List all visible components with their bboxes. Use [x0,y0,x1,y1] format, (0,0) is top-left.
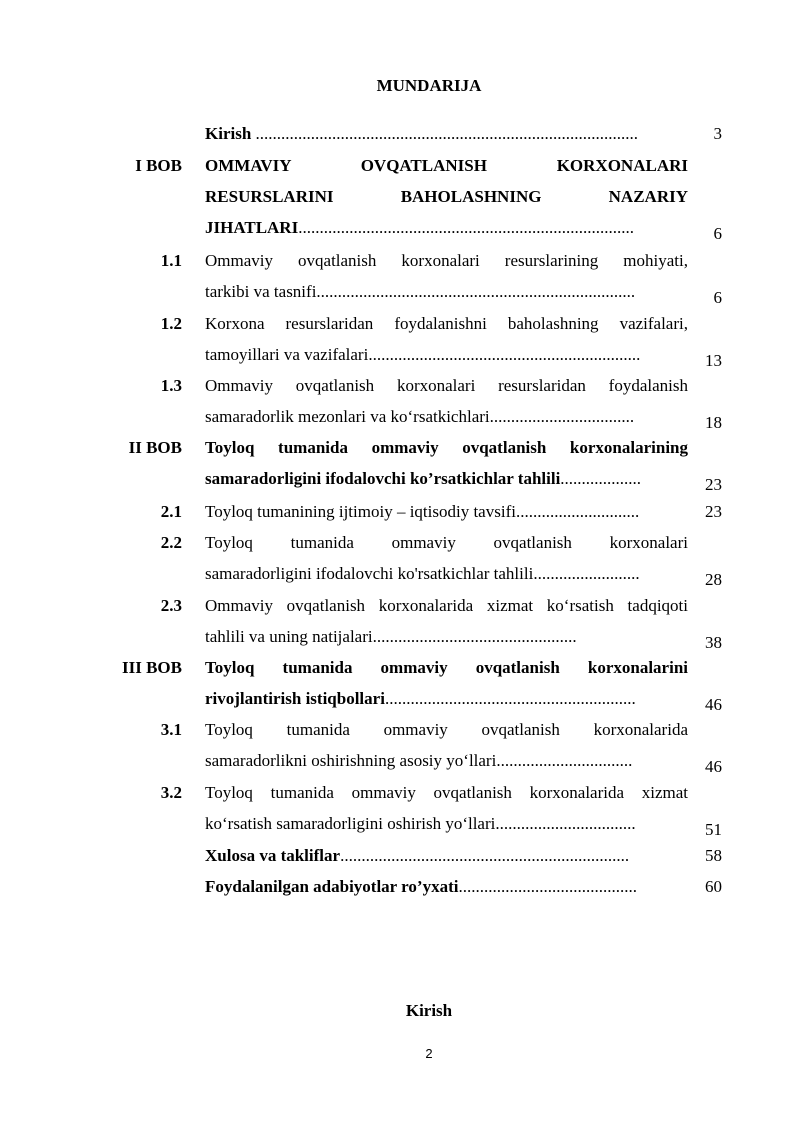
toc-entry-number: 1.1 [160,251,182,270]
toc-dot-leader: .......................................... [458,877,637,896]
toc-entry-number: III BOB [122,658,182,677]
toc-page-number: 6 [713,288,722,307]
toc-page-number: 46 [705,695,722,714]
toc-entry-title: Kirish .......................................................................................... [205,124,639,143]
toc-page-number: 60 [705,877,722,896]
toc-page-number: 6 [713,224,722,243]
toc-dot-leader: .................................................................... [340,846,630,865]
toc-dot-leader: ................................................................ [368,345,641,364]
toc-dot-leader: ........................................................................... [316,282,636,301]
toc-entry-title: Toyloq tumanida ommaviy ovqatlanish korxonalarining samaradorligini ifodalovchi ko’rsatkichlar tahlili................... [205,438,688,488]
toc-entry-number: 3.1 [160,720,182,739]
toc-dot-leader: .................................. [489,407,635,426]
toc-page-number: 51 [705,820,722,839]
page-number: 2 [425,1046,433,1061]
toc-entry-title: Toyloq tumanida ommaviy ovqatlanish korxonalarida xizmat ko‘rsatish samaradorligini oshirish yo‘llari................................. [205,783,688,833]
toc-dot-leader: ................................ [496,751,633,770]
section-heading: Kirish [405,1001,453,1020]
toc-entry-title: Ommaviy ovqatlanish korxonalarida xizmat ko‘rsatish tadqiqoti tahlili va uning natijalari................................................ [205,596,688,646]
toc-entry-number: 3.2 [160,783,182,802]
toc-dot-leader: ................................. [495,814,636,833]
toc-entry-title: Ommaviy ovqatlanish korxonalari resurslaridan foydalanish samaradorlik mezonlari va ko‘rsatkichlari.................................. [205,376,688,426]
toc-dot-leader: ............................................................................... [298,218,634,237]
toc-entry-title: Toyloq tumanining ijtimoiy – iqtisodiy tavsifi............................. [205,502,640,521]
toc-entry-number: II BOB [128,438,182,457]
toc-entry-title: Toyloq tumanida ommaviy ovqatlanish korxonalarini rivojlantirish istiqbollari........................................................... [205,658,688,708]
toc-dot-leader: ................... [560,469,642,488]
toc-page-number: 38 [705,633,722,652]
toc-dot-leader: ......................... [533,564,640,583]
toc-entry-title: OMMAVIY OVQATLANISH KORXONALARI RESURSLARINI BAHOLASHNING NAZARIY JIHATLARI............................................................................... [205,156,688,237]
toc-page-number: 58 [705,846,722,865]
toc-page-number: 46 [705,757,722,776]
toc-entry-number: 2.2 [160,533,182,552]
toc-entry-number: 2.3 [160,596,182,615]
toc-entry-number: 2.1 [160,502,182,521]
toc-page-number: 23 [705,475,722,494]
toc-dot-leader: ............................. [515,502,640,521]
toc-dot-leader: ................................................ [372,627,577,646]
toc-entry-title: Korxona resurslaridan foydalanishni baholashning vazifalari, tamoyillari va vazifalari................................................................ [205,314,688,364]
toc-entry-title: Xulosa va takliflar.................................................................... [205,846,630,865]
toc-page-number: 23 [705,502,722,521]
toc-dot-leader: .......................................................................................... [251,124,639,143]
toc-page-number: 28 [705,570,722,589]
toc-entry-number: 1.2 [160,314,182,333]
toc-entry-number: I BOB [135,156,182,175]
toc-page-number: 18 [705,413,722,432]
toc-entry-title: Ommaviy ovqatlanish korxonalari resurslarining mohiyati, tarkibi va tasnifi........................................................................... [205,251,688,301]
toc-dot-leader: ........................................................... [384,689,636,708]
toc-entry-title: Toyloq tumanida ommaviy ovqatlanish korxonalari samaradorligini ifodalovchi ko'rsatkichlar tahlili......................... [205,533,688,583]
page-title: MUNDARIJA [376,76,482,95]
toc-page-number: 13 [705,351,722,370]
toc-entry-title: Foydalanilgan adabiyotlar ro’yxati.......................................... [205,877,637,896]
toc-entry-number: 1.3 [160,376,182,395]
toc-page-number: 3 [713,124,722,143]
toc-entry-title: Toyloq tumanida ommaviy ovqatlanish korxonalarida samaradorlikni oshirishning asosiy yo‘llari................................ [205,720,688,770]
